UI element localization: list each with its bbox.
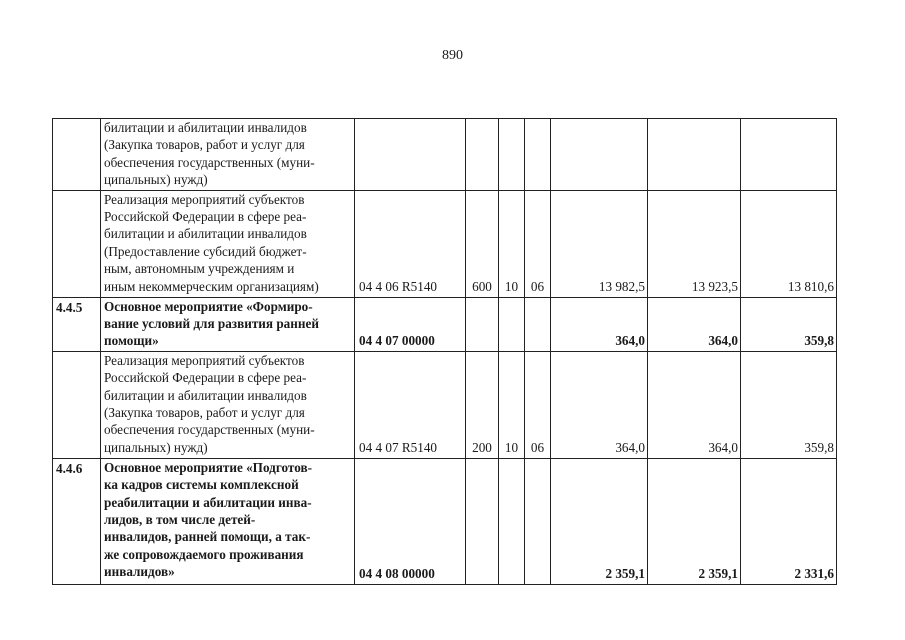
cell-code: 04 4 07 R5140 — [355, 351, 466, 458]
cell-code — [355, 119, 466, 191]
cell-pr — [525, 297, 551, 351]
cell-code: 04 4 08 00000 — [355, 458, 466, 584]
cell-code: 04 4 06 R5140 — [355, 190, 466, 297]
cell-rz — [499, 458, 525, 584]
row-number — [53, 190, 101, 297]
budget-table — [52, 118, 837, 585]
cell-amount-2: 13 923,5 — [648, 190, 741, 297]
table-row — [53, 351, 837, 458]
cell-rz: 10 — [499, 351, 525, 458]
page-number: 890 — [442, 48, 463, 63]
cell-vr — [466, 297, 499, 351]
cell-pr: 06 — [525, 190, 551, 297]
table-row — [53, 297, 837, 351]
row-name: Основное мероприятие «Подготов- ка кадров системы комплексной реабилитации и абилитации инва- лидов, в том числе детей- инвалидов, ранней помощи, а так- же сопровождаемого проживания инвалидов» — [101, 458, 355, 584]
row-name: билитации и абилитации инвалидов (Закупка товаров, работ и услуг для обеспечения государственных (муни- ципальных) нужд) — [101, 119, 355, 191]
table-row — [53, 119, 837, 191]
table-row — [53, 190, 837, 297]
cell-vr: 600 — [466, 190, 499, 297]
cell-vr: 200 — [466, 351, 499, 458]
cell-vr — [466, 458, 499, 584]
row-number: 4.4.5 — [53, 297, 101, 351]
cell-amount-1: 364,0 — [551, 297, 648, 351]
cell-vr — [466, 119, 499, 191]
cell-amount-2: 2 359,1 — [648, 458, 741, 584]
cell-pr — [525, 458, 551, 584]
table-row — [53, 458, 837, 584]
cell-amount-3 — [741, 119, 837, 191]
cell-amount-1 — [551, 119, 648, 191]
cell-amount-3: 2 331,6 — [741, 458, 837, 584]
cell-rz: 10 — [499, 190, 525, 297]
cell-amount-1: 13 982,5 — [551, 190, 648, 297]
cell-amount-3: 359,8 — [741, 351, 837, 458]
cell-rz — [499, 119, 525, 191]
cell-amount-1: 364,0 — [551, 351, 648, 458]
cell-amount-2 — [648, 119, 741, 191]
cell-amount-3: 359,8 — [741, 297, 837, 351]
cell-rz — [499, 297, 525, 351]
row-number — [53, 119, 101, 191]
cell-pr — [525, 119, 551, 191]
row-name: Основное мероприятие «Формиро- вание условий для развития ранней помощи» — [101, 297, 355, 351]
row-name: Реализация мероприятий субъектов Российской Федерации в сфере реа- билитации и абилитации инвалидов (Закупка товаров, работ и услуг для обеспечения государственных (муни- ципальных) нужд) — [101, 351, 355, 458]
cell-amount-1: 2 359,1 — [551, 458, 648, 584]
cell-amount-2: 364,0 — [648, 297, 741, 351]
cell-amount-3: 13 810,6 — [741, 190, 837, 297]
cell-amount-2: 364,0 — [648, 351, 741, 458]
row-number: 4.4.6 — [53, 458, 101, 584]
cell-code: 04 4 07 00000 — [355, 297, 466, 351]
row-number — [53, 351, 101, 458]
cell-pr: 06 — [525, 351, 551, 458]
row-name: Реализация мероприятий субъектов Российской Федерации в сфере реа- билитации и абилитации инвалидов (Предоставление субсидий бюджет- ным, автономным учреждениям и иным некоммерческим организациям) — [101, 190, 355, 297]
table-body — [53, 119, 837, 585]
